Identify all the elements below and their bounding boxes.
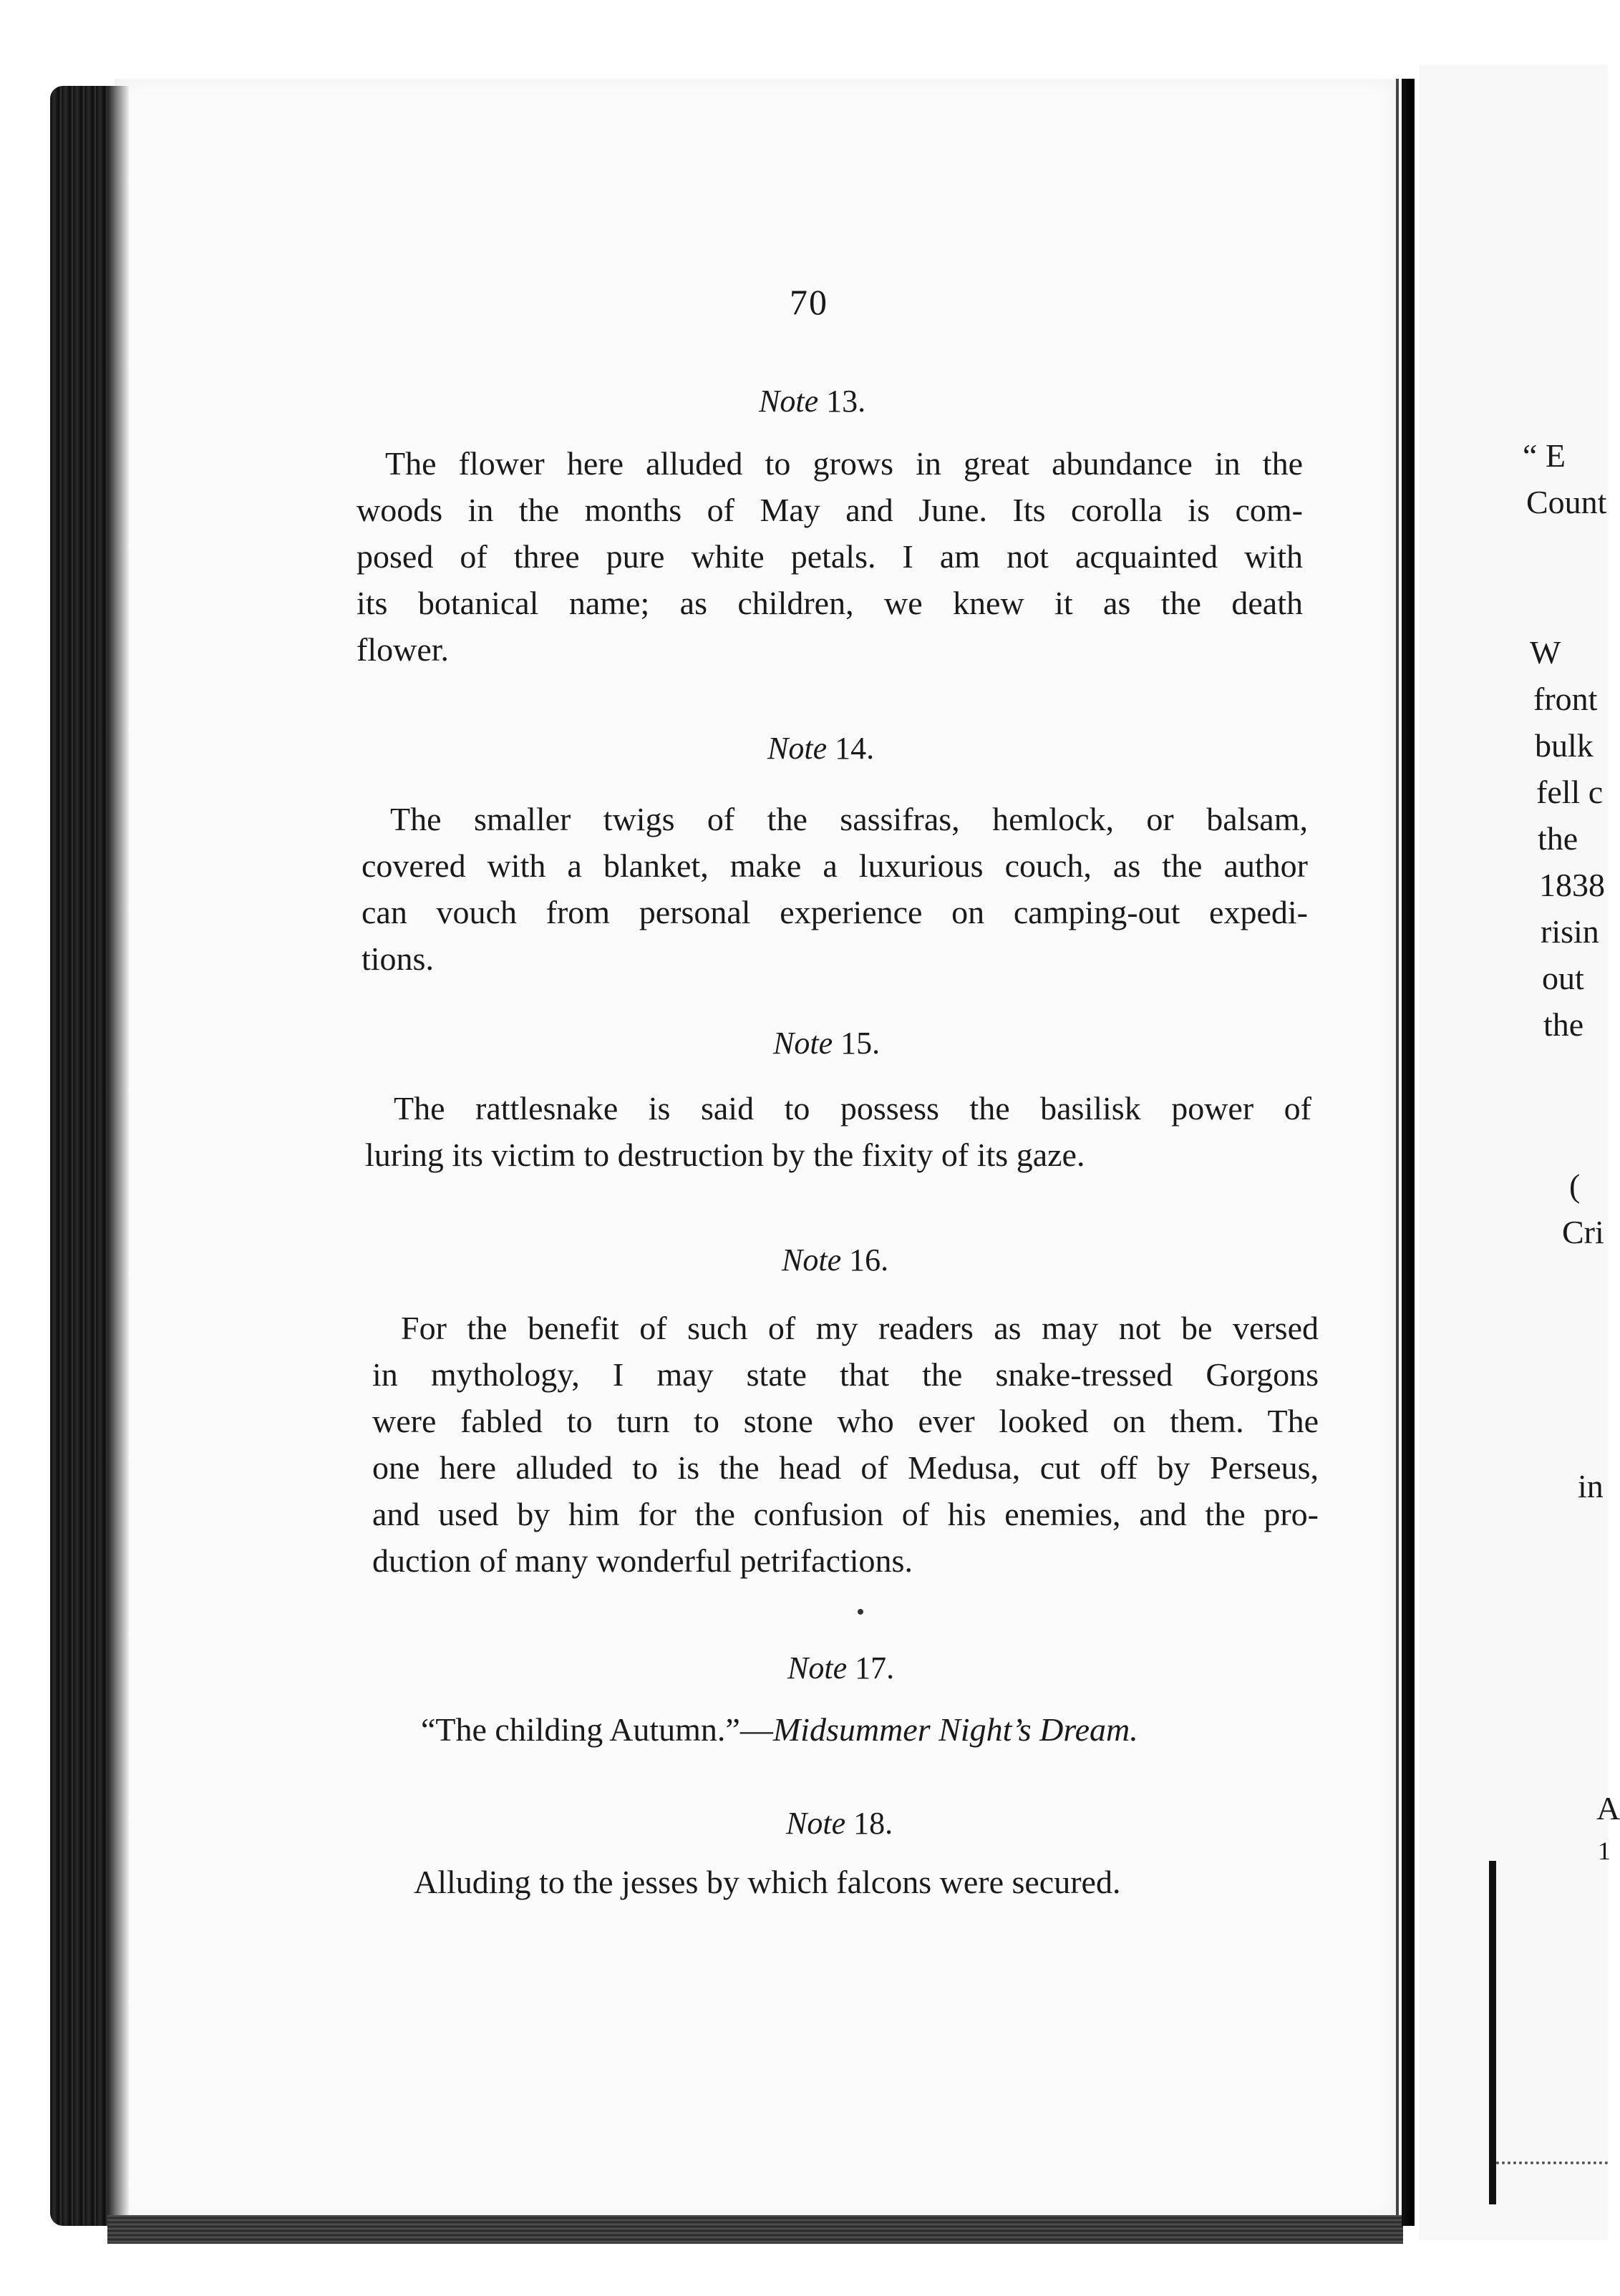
paragraph-line: in mythology, I may state that the snake-tressed Gorgons: [372, 1356, 1319, 1393]
facing-fragment: 1838: [1539, 867, 1605, 903]
paragraph-line: and used by him for the confusion of his enemies, and the pro-: [372, 1496, 1319, 1532]
paragraph-line: covered with a blanket, make a luxurious couch, as the author: [362, 847, 1308, 884]
note-paragraph: [372, 1305, 1319, 1584]
paragraph-line: can vouch from personal experience on camping-out expedi-: [362, 894, 1308, 930]
note-heading-prefix: Note: [759, 384, 819, 419]
facing-fragment: “ E: [1523, 437, 1566, 474]
facing-fragment: the: [1543, 1006, 1584, 1043]
paragraph-line: The rattlesnake is said to possess the basilisk power of: [394, 1090, 1311, 1127]
facing-fragment: front: [1533, 681, 1598, 717]
note-text: Alluding to the jesses by which falcons were secured.: [414, 1864, 1121, 1900]
note-heading: [786, 1805, 893, 1842]
facing-page-dotted-rule: [1496, 2161, 1608, 2169]
note-paragraph: [357, 440, 1303, 673]
note-heading-number: 14.: [835, 731, 875, 766]
paragraph-line: The flower here alluded to grows in great abundance in the: [385, 445, 1303, 482]
note-heading-number: 18.: [853, 1806, 893, 1841]
facing-fragment: 1: [1598, 1837, 1611, 1865]
facing-page-edge: [1489, 1861, 1615, 2204]
paragraph-line: The smaller twigs of the sassifras, hemlock, or balsam,: [390, 801, 1308, 837]
note-heading-prefix: Note: [773, 1026, 833, 1061]
paragraph-line: its botanical name; as children, we knew it as the death: [357, 585, 1303, 621]
note-paragraph: [362, 796, 1308, 982]
paragraph-line: posed of three pure white petals. I am not acquainted with: [357, 538, 1303, 575]
paragraph-line: flower.: [357, 631, 450, 668]
page-number: 70: [790, 282, 828, 322]
facing-fragment: bulk: [1535, 727, 1594, 764]
paragraph-line: tions.: [362, 940, 434, 977]
note-heading-number: 17.: [855, 1650, 895, 1685]
page-fold-shadow: [107, 86, 129, 2226]
note-heading-prefix: Note: [787, 1650, 848, 1685]
note-heading-number: 13.: [826, 384, 866, 419]
quote-source: Midsummer Night’s Dream.: [772, 1711, 1138, 1748]
quote-line: [421, 1711, 1138, 1748]
note-heading: [759, 383, 865, 419]
quote-text: “The childing Autumn.”—: [421, 1711, 773, 1748]
note-heading-prefix: Note: [782, 1242, 842, 1278]
note-heading-prefix: Note: [767, 731, 828, 766]
printers-mark: [858, 1609, 863, 1615]
facing-fragment: A: [1596, 1790, 1620, 1826]
facing-fragment: W: [1530, 634, 1561, 671]
note-paragraph: [365, 1085, 1311, 1178]
note-heading: [773, 1025, 880, 1061]
facing-fragment: Cri: [1562, 1214, 1604, 1250]
paragraph-line: luring its victim to destruction by the fixity of its gaze.: [365, 1137, 1085, 1173]
page-bottom-edge: [107, 2215, 1403, 2244]
note-heading: [787, 1650, 894, 1686]
facing-fragment: (: [1569, 1167, 1581, 1204]
note-heading-number: 16.: [849, 1242, 889, 1278]
note-heading-number: 15.: [840, 1026, 881, 1061]
facing-fragment: risin: [1541, 913, 1599, 950]
facing-fragment: Count: [1526, 484, 1607, 520]
note-heading: [767, 730, 874, 767]
note-heading: [782, 1242, 888, 1278]
paragraph-line: were fabled to turn to stone who ever looked on them. The: [372, 1403, 1319, 1439]
note-heading-prefix: Note: [786, 1806, 846, 1841]
book-gutter: [1402, 79, 1415, 2226]
paragraph-line: For the benefit of such of my readers as may not be versed: [401, 1310, 1319, 1346]
paragraph-line: one here alluded to is the head of Medusa, cut off by Perseus,: [372, 1449, 1319, 1486]
facing-fragment: the: [1538, 820, 1578, 857]
paragraph-line: woods in the months of May and June. Its corolla is com-: [357, 492, 1303, 528]
facing-fragment: in: [1578, 1468, 1604, 1504]
facing-fragment: fell c: [1536, 774, 1604, 810]
facing-fragment: out: [1542, 960, 1584, 996]
paragraph-line: duction of many wonderful petrifactions.: [372, 1542, 913, 1579]
